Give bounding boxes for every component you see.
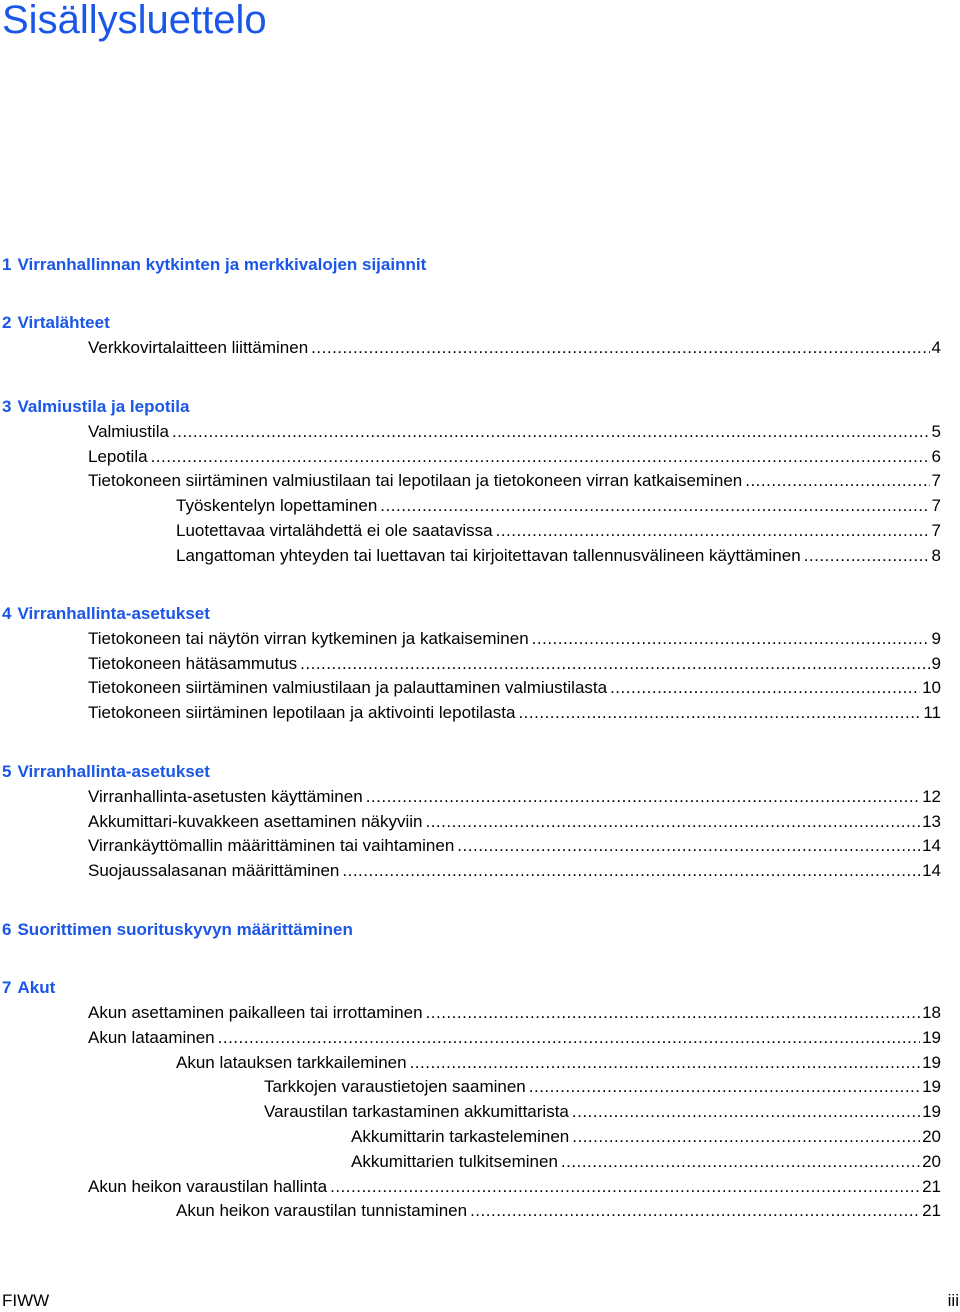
- chapter-6-link[interactable]: [2, 919, 353, 941]
- toc-entry-text: Lepotila: [88, 447, 148, 466]
- toc-page-number: 9: [931, 654, 941, 673]
- toc-page-number: 9: [931, 629, 941, 648]
- leader-dots: [380, 495, 929, 517]
- toc-entry[interactable]: [264, 1101, 941, 1123]
- toc-entry-text: Varaustilan tarkastaminen akkumittarista: [264, 1102, 569, 1121]
- chapter-title: Virranhallinta-asetukset: [17, 762, 210, 781]
- toc-entry[interactable]: [351, 1126, 941, 1148]
- toc-entry-text: Tietokoneen siirtäminen valmiustilaan tai lepotilaan ja tietokoneen virran katkaiseminen: [88, 471, 743, 490]
- toc-entry[interactable]: [88, 1002, 941, 1024]
- leader-dots: [311, 337, 929, 359]
- chapter-7-link[interactable]: [2, 977, 55, 999]
- chapter-4-link[interactable]: [2, 603, 210, 625]
- leader-dots: [572, 1101, 920, 1123]
- chapter-number: 3: [2, 397, 12, 416]
- toc-page-number: 20: [922, 1152, 941, 1171]
- chapter-number: 7: [2, 978, 12, 997]
- toc-page-number: 21: [922, 1201, 941, 1220]
- toc-entry-text: Virrankäyttömallin määrittäminen tai vaihtaminen: [88, 836, 455, 855]
- toc-entry-text: Verkkovirtalaitteen liittäminen: [88, 338, 309, 357]
- toc-page-number: 6: [931, 447, 941, 466]
- leader-dots: [457, 835, 920, 857]
- toc-page-number: 7: [931, 496, 941, 515]
- toc-page-number: 14: [922, 836, 941, 855]
- toc-page-number: 18: [922, 1003, 941, 1022]
- toc-entry[interactable]: [88, 337, 941, 359]
- toc-entry[interactable]: [88, 470, 941, 492]
- toc-page-number: 19: [922, 1102, 941, 1121]
- chapter-number: 6: [2, 920, 12, 939]
- footer-page-number: iii: [947, 1291, 959, 1310]
- leader-dots: [425, 811, 920, 833]
- toc-entry-text: Tietokoneen tai näytön virran kytkeminen ja katkaiseminen: [88, 629, 529, 648]
- toc-entry-text: Akkumittari-kuvakkeen asettaminen näkyviin: [88, 812, 423, 831]
- leader-dots: [496, 520, 930, 542]
- toc-entry[interactable]: [351, 1151, 941, 1173]
- toc-page-number: 7: [931, 471, 941, 490]
- leader-dots: [342, 860, 920, 882]
- toc-entry[interactable]: [176, 545, 941, 567]
- chapter-1-link[interactable]: [2, 254, 426, 276]
- toc-page-number: 19: [922, 1028, 941, 1047]
- footer-doc-code: FIWW: [2, 1291, 50, 1310]
- toc-entry[interactable]: [88, 677, 941, 699]
- toc-entry-text: Suojaussalasanan määrittäminen: [88, 861, 340, 880]
- toc-entry-text: Työskentelyn lopettaminen: [176, 496, 378, 515]
- chapter-3-link[interactable]: [2, 396, 189, 418]
- toc-entry[interactable]: [176, 1052, 941, 1074]
- chapter-title: Virranhallinnan kytkinten ja merkkivalojen sijainnit: [17, 255, 427, 274]
- toc-entry[interactable]: [88, 1027, 941, 1049]
- toc-entry[interactable]: [88, 653, 941, 675]
- leader-dots: [529, 1076, 920, 1098]
- toc-entry[interactable]: [88, 811, 941, 833]
- chapter-title: Virranhallinta-asetukset: [17, 604, 210, 623]
- toc-entry-text: Virranhallinta-asetusten käyttäminen: [88, 787, 363, 806]
- chapter-5-link[interactable]: [2, 761, 210, 783]
- toc-page-number: 20: [922, 1127, 941, 1146]
- leader-dots: [470, 1200, 920, 1222]
- toc-entry[interactable]: [176, 520, 941, 542]
- leader-dots: [610, 677, 920, 699]
- toc-entry-text: Akun lataaminen: [88, 1028, 215, 1047]
- toc-page-number: 11: [923, 703, 941, 722]
- toc-entry-text: Akun latauksen tarkkaileminen: [176, 1053, 407, 1072]
- chapter-number: 2: [2, 313, 12, 332]
- toc-page-number: 14: [922, 861, 941, 880]
- toc-entry[interactable]: [88, 446, 941, 468]
- toc-entry[interactable]: [176, 495, 941, 517]
- toc-page-number: 8: [931, 546, 941, 565]
- leader-dots: [366, 786, 920, 808]
- leader-dots: [300, 653, 929, 675]
- toc-entry-text: Valmiustila: [88, 422, 169, 441]
- toc-page-number: 5: [931, 422, 941, 441]
- toc-page-number: 12: [922, 787, 941, 806]
- page-title: Sisällysluettelo: [2, 0, 267, 42]
- toc-entry[interactable]: [264, 1076, 941, 1098]
- toc-entry[interactable]: [176, 1200, 941, 1222]
- toc-page-number: 4: [931, 338, 941, 357]
- toc-entry-text: Akkumittarin tarkasteleminen: [351, 1127, 570, 1146]
- toc-entry-text: Luotettavaa virtalähdettä ei ole saatavissa: [176, 521, 493, 540]
- toc-page-number: 10: [922, 678, 941, 697]
- leader-dots: [572, 1126, 920, 1148]
- chapter-2-link[interactable]: [2, 312, 110, 334]
- toc-entry-text: Akkumittarien tulkitseminen: [351, 1152, 558, 1171]
- toc-page-number: 19: [922, 1053, 941, 1072]
- toc-entry-text: Akun heikon varaustilan hallinta: [88, 1177, 328, 1196]
- chapter-number: 1: [2, 255, 12, 274]
- toc-page-number: 13: [922, 812, 941, 831]
- toc-entry-text: Tietokoneen siirtäminen valmiustilaan ja palauttaminen valmiustilasta: [88, 678, 608, 697]
- toc-entry[interactable]: [88, 421, 941, 443]
- toc-entry[interactable]: [88, 628, 941, 650]
- toc-entry[interactable]: [88, 835, 941, 857]
- toc-entry-text: Tietokoneen hätäsammutus: [88, 654, 298, 673]
- leader-dots: [561, 1151, 920, 1173]
- leader-dots: [745, 470, 929, 492]
- toc-entry-text: Akun asettaminen paikalleen tai irrottaminen: [88, 1003, 423, 1022]
- leader-dots: [532, 628, 930, 650]
- leader-dots: [218, 1027, 920, 1049]
- toc-entry[interactable]: [88, 786, 941, 808]
- leader-dots: [172, 421, 930, 443]
- toc-entry[interactable]: [88, 860, 941, 882]
- toc-page-number: 19: [922, 1077, 941, 1096]
- chapter-title: Valmiustila ja lepotila: [17, 397, 190, 416]
- chapter-number: 5: [2, 762, 12, 781]
- leader-dots: [330, 1176, 920, 1198]
- chapter-title: Virtalähteet: [17, 313, 110, 332]
- toc-entry[interactable]: [88, 1176, 941, 1198]
- chapter-title: Suorittimen suorituskyvyn määrittäminen: [17, 920, 353, 939]
- toc-entry-text: Tietokoneen siirtäminen lepotilaan ja aktivointi lepotilasta: [88, 703, 516, 722]
- toc-page-number: 7: [931, 521, 941, 540]
- leader-dots: [518, 702, 921, 724]
- toc-entry[interactable]: [88, 702, 941, 724]
- toc-entry-text: Akun heikon varaustilan tunnistaminen: [176, 1201, 468, 1220]
- leader-dots: [804, 545, 930, 567]
- leader-dots: [426, 1002, 921, 1024]
- chapter-title: Akut: [17, 978, 56, 997]
- toc-page-number: 21: [922, 1177, 941, 1196]
- toc-entry-text: Langattoman yhteyden tai luettavan tai kirjoitettavan tallennusvälineen käyttäminen: [176, 546, 801, 565]
- leader-dots: [410, 1052, 921, 1074]
- chapter-number: 4: [2, 604, 12, 623]
- leader-dots: [151, 446, 930, 468]
- toc-entry-text: Tarkkojen varaustietojen saaminen: [264, 1077, 526, 1096]
